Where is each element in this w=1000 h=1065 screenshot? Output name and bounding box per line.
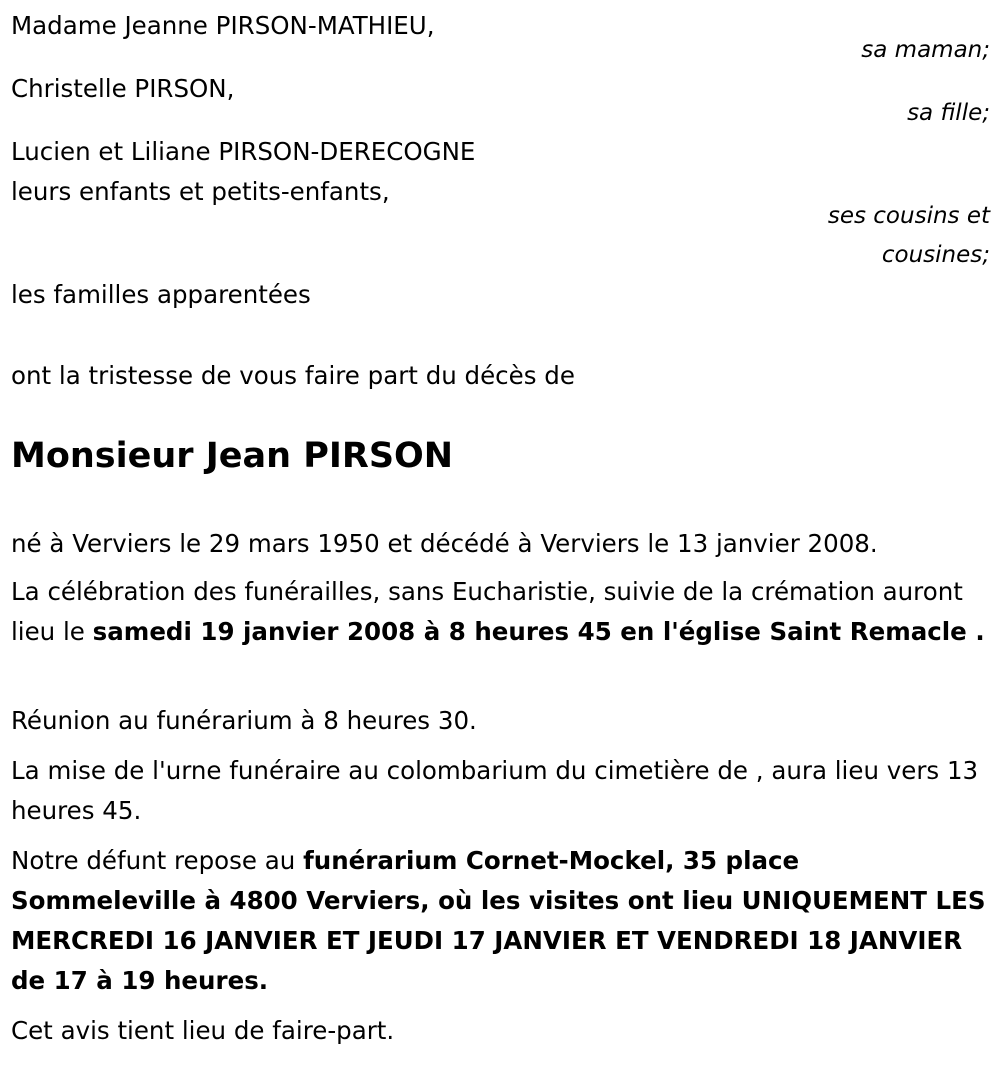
ceremony-info bbox=[11, 572, 991, 652]
closing-note: Cet avis tient lieu de faire-part. bbox=[11, 1016, 395, 1045]
birth-death-info: né à Verviers le 29 mars 1950 et décédé à Verviers le 13 janvier 2008. bbox=[11, 529, 878, 558]
ceremony-intro: La célébration des funérailles, sans Eucharistie, suivie de la crémation auront lieu le bbox=[11, 577, 963, 646]
meeting-info: Réunion au funérarium à 8 heures 30. bbox=[11, 706, 477, 735]
announcement-text: ont la tristesse de vous faire part du décès de bbox=[11, 361, 575, 390]
rest-details: funérarium Cornet-Mockel, 35 place Sommeleville à 4800 Verviers, où les visites ont lieu UNIQUEMENT LES MERCREDI 16 JANVIER ET JEUDI 17 JANVIER ET VENDREDI 18 JANVIER de 17 à 19 heures. bbox=[11, 846, 986, 995]
rest-info bbox=[11, 841, 991, 1001]
urn-info: La mise de l'urne funéraire au colombarium du cimetière de , aura lieu vers 13 heures 45. bbox=[11, 756, 979, 825]
relation-daughter: sa fille; bbox=[907, 100, 990, 126]
relation-cousins-line1: ses cousins et bbox=[827, 203, 990, 229]
ceremony-details: samedi 19 janvier 2008 à 8 heures 45 en l'église Saint Remacle . bbox=[92, 617, 985, 646]
rest-intro: Notre défunt repose au bbox=[11, 846, 304, 875]
family-member-daughter: Christelle PIRSON, bbox=[11, 74, 235, 103]
family-member-cousins: Lucien et Liliane PIRSON-DERECOGNE bbox=[11, 137, 476, 166]
family-member-mother: Madame Jeanne PIRSON-MATHIEU, bbox=[11, 11, 435, 40]
family-relatives: les familles apparentées bbox=[11, 280, 311, 309]
family-member-children: leurs enfants et petits-enfants, bbox=[11, 177, 390, 206]
deceased-name: Monsieur Jean PIRSON bbox=[11, 436, 454, 476]
relation-cousins-line2: cousines; bbox=[881, 242, 990, 268]
relation-mother: sa maman; bbox=[861, 37, 990, 63]
